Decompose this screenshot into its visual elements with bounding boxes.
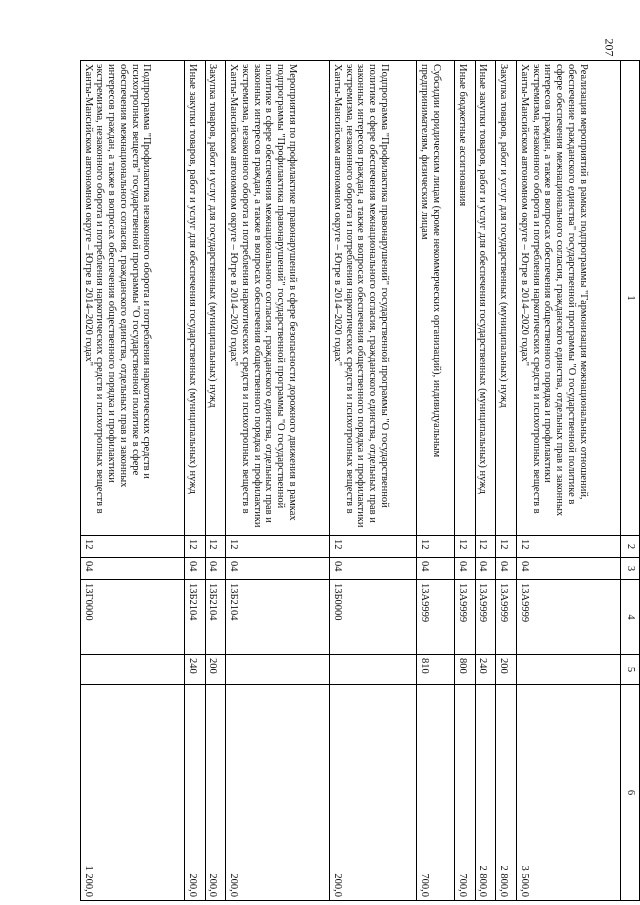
- row-expense-type: 200: [496, 655, 517, 685]
- table-row: [330, 61, 417, 901]
- row-target-code: 13Г0000: [81, 580, 185, 655]
- row-expense-type: 240: [475, 655, 496, 685]
- header-cell: 4: [621, 580, 640, 655]
- row-expense-type: 200: [205, 655, 226, 685]
- row-name: Подпрограмма "Профилактика правонарушений" государственной программы "О государственной политике в сфере обеспечения межнационального согласия, гражданского единства, отдельных прав и законных интересов граждан, а также в вопросах обеспечения общественного порядка и профилактики экстремизма, незаконного оборота и потребления наркотических средств и психотропных веществ в Ханты-Мансийском автономном округе – Югре в 2014–2020 годах": [330, 61, 417, 536]
- row-expense-type: 240: [184, 655, 205, 685]
- row-amount: 1 200,0: [81, 685, 185, 901]
- table-row: [81, 61, 185, 901]
- budget-table: [80, 60, 640, 901]
- header-cell: 5: [621, 655, 640, 685]
- page-number: 207: [602, 38, 617, 57]
- row-expense-type: [226, 655, 330, 685]
- header-cell: 6: [621, 685, 640, 901]
- row-section: 12: [205, 536, 226, 558]
- row-name: Закупка товаров, работ и услуг для государственных (муниципальных) нужд: [205, 61, 226, 536]
- row-amount: 200,0: [205, 685, 226, 901]
- row-name: Подпрограмма "Профилактика незаконного оборота и потребления наркотических средств и психотропных веществ" государственной программы "О государственной политике в сфере обеспечения межнационального согласия, гражданского единства, отдельных прав и законных интересов граждан, а также в вопросах обеспечения общественного порядка и профилактики экстремизма, незаконного оборота и потребления наркотических средств и психотропных веществ в Ханты-Мансийском автономном округе – Югре в 2014–2020 годах": [81, 61, 185, 536]
- table-row: [184, 61, 205, 901]
- header-cell: 1: [621, 61, 640, 536]
- row-name: Субсидии юридическим лицам (кроме некоммерческих организаций), индивидуальным предпринимателям, физическим лицам: [417, 61, 454, 536]
- row-amount: 700,0: [417, 685, 454, 901]
- row-expense-type: [330, 655, 417, 685]
- row-subsection: 04: [226, 558, 330, 580]
- row-amount: 700,0: [454, 685, 475, 901]
- row-section: 12: [454, 536, 475, 558]
- row-amount: 3 500,0: [517, 685, 621, 901]
- table-row: [205, 61, 226, 901]
- row-name: Мероприятия по профилактике правонарушений в сфере безопасности дорожного движения в рамках подпрограммы "Профилактика правонарушений" государственной программы "О государственной политике в сфере обеспечения межнационального согласия, гражданского единства, отдельных прав и законных интересов граждан, а также в вопросах обеспечения общественного порядка и профилактики экстремизма, незаконного оборота и потребления наркотических средств и психотропных веществ в Ханты-Мансийском автономном округе – Югре в 2014–2020 годах": [226, 61, 330, 536]
- row-section: 12: [81, 536, 185, 558]
- row-subsection: 04: [205, 558, 226, 580]
- row-expense-type: 810: [417, 655, 454, 685]
- row-section: 12: [475, 536, 496, 558]
- row-subsection: 04: [81, 558, 185, 580]
- table-row: [496, 61, 517, 901]
- row-name: Иные закупки товаров, работ и услуг для обеспечения государственных (муниципальных) нужд: [184, 61, 205, 536]
- row-amount: 2 800,0: [496, 685, 517, 901]
- row-section: 12: [226, 536, 330, 558]
- row-amount: 200,0: [184, 685, 205, 901]
- row-section: 12: [496, 536, 517, 558]
- row-expense-type: [81, 655, 185, 685]
- rotated-table-wrapper: [80, 60, 640, 900]
- row-subsection: 04: [184, 558, 205, 580]
- row-subsection: 04: [475, 558, 496, 580]
- row-name: Иные закупки товаров, работ и услуг для обеспечения государственных (муниципальных) нужд: [475, 61, 496, 536]
- row-subsection: 04: [417, 558, 454, 580]
- table-row: [454, 61, 475, 901]
- row-subsection: 04: [517, 558, 621, 580]
- row-target-code: 13Б2104: [205, 580, 226, 655]
- row-name: Реализация мероприятий в рамках подпрограммы "Гармонизация межнациональных отношений, обеспечение гражданского единства" государственной программы "О государственной политике в сфере обеспечения межнационального согласия, гражданского единства, отдельных прав и законных интересов граждан, а также в вопросах обеспечения общественного порядка и профилактики экстремизма, незаконного оборота и потребления наркотических средств и психотропных веществ в Ханты-Мансийском автономном округе – Югре в 2014–2020 годах": [517, 61, 621, 536]
- row-expense-type: 800: [454, 655, 475, 685]
- row-amount: 200,0: [226, 685, 330, 901]
- row-expense-type: [517, 655, 621, 685]
- row-section: 12: [330, 536, 417, 558]
- row-name: Закупка товаров, работ и услуг для государственных (муниципальных) нужд: [496, 61, 517, 536]
- table-row: [417, 61, 454, 901]
- row-subsection: 04: [454, 558, 475, 580]
- table-row: [475, 61, 496, 901]
- table-row: [517, 61, 621, 901]
- row-amount: 200,0: [330, 685, 417, 901]
- row-target-code: 13А9999: [517, 580, 621, 655]
- row-target-code: 13А9999: [475, 580, 496, 655]
- row-target-code: 13Б2104: [184, 580, 205, 655]
- row-section: 12: [184, 536, 205, 558]
- row-section: 12: [517, 536, 621, 558]
- budget-table-container: [80, 60, 640, 900]
- row-target-code: 13Б0000: [330, 580, 417, 655]
- row-name: Иные бюджетные ассигнования: [454, 61, 475, 536]
- row-target-code: 13А9999: [417, 580, 454, 655]
- row-target-code: 13А9999: [454, 580, 475, 655]
- row-target-code: 13Б2104: [226, 580, 330, 655]
- row-amount: 2 800,0: [475, 685, 496, 901]
- row-target-code: 13А9999: [496, 580, 517, 655]
- header-cell: 2: [621, 536, 640, 558]
- header-cell: 3: [621, 558, 640, 580]
- table-row: [226, 61, 330, 901]
- header-row: [621, 61, 640, 901]
- row-subsection: 04: [496, 558, 517, 580]
- row-subsection: 04: [330, 558, 417, 580]
- row-section: 12: [417, 536, 454, 558]
